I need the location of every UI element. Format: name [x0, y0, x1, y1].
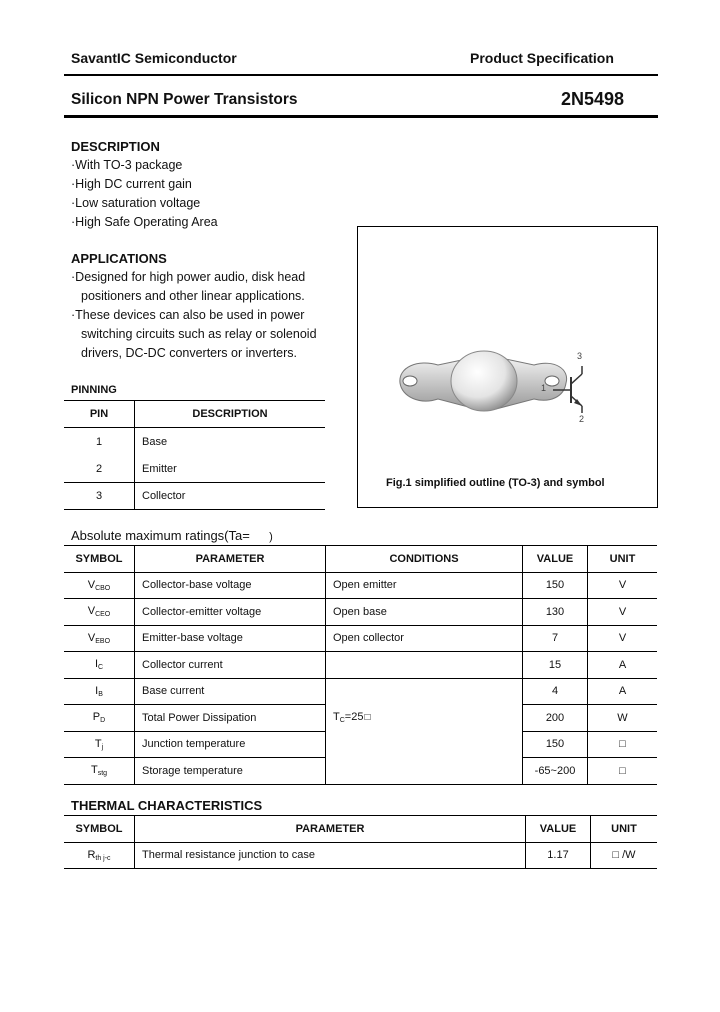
table-row — [64, 599, 657, 626]
ratings-header-unit: UNIT — [588, 546, 658, 573]
pinning-table — [64, 400, 325, 510]
symbol-cell — [64, 599, 135, 626]
table-row — [64, 652, 657, 679]
symbol-cell — [64, 731, 135, 758]
symbol-text: P — [92, 711, 101, 724]
table-row — [64, 705, 657, 732]
applications-line: positioners and other linear applications. — [81, 289, 305, 303]
part-number: 2N5498 — [561, 89, 625, 109]
conditions-cell — [326, 652, 523, 679]
symbol-subscript: th j-c — [95, 854, 111, 862]
thermal-header-value: VALUE — [526, 816, 591, 843]
value-cell: 7 — [523, 625, 588, 652]
npn-transistor-symbol — [358, 227, 657, 507]
value-cell: 15 — [523, 652, 588, 679]
unit-cell: V — [588, 625, 658, 652]
value-cell: 1.17 — [526, 842, 591, 869]
unit-cell: □ — [588, 731, 658, 758]
ratings-title — [71, 528, 273, 543]
condition-subscript: C — [339, 717, 345, 725]
description-item: ·High Safe Operating Area — [71, 215, 218, 229]
symbol-text: R — [87, 848, 96, 861]
parameter-cell: Junction temperature — [135, 731, 326, 758]
description-item: ·High DC current gain — [71, 177, 192, 191]
unit-cell: V — [588, 572, 658, 599]
symbol-subscript: C — [98, 664, 104, 672]
symbol-subscript: CBO — [95, 584, 111, 592]
symbol-subscript: j — [101, 743, 104, 751]
applications-line: drivers, DC-DC converters or inverters. — [81, 346, 298, 360]
applications-line: ·These devices can also be used in power — [71, 308, 305, 322]
conditions-cell — [326, 758, 523, 785]
symbol-text: V — [87, 605, 96, 618]
ratings-header-value: VALUE — [523, 546, 588, 573]
parameter-cell: Base current — [135, 678, 326, 705]
pin-label-3: 3 — [577, 351, 583, 361]
symbol-subscript: B — [98, 690, 103, 698]
table-row — [64, 842, 657, 869]
pin-number: 2 — [64, 455, 135, 483]
parameter-cell: Collector-emitter voltage — [135, 599, 326, 626]
conditions-cell — [326, 731, 523, 758]
parameter-cell: Collector-base voltage — [135, 572, 326, 599]
conditions-cell — [326, 678, 523, 705]
pin-label-1: 1 — [541, 383, 547, 393]
parameter-cell: Total Power Dissipation — [135, 705, 326, 732]
product-line: Silicon NPN Power Transistors — [71, 91, 298, 108]
parameter-cell: Collector current — [135, 652, 326, 679]
description-list — [71, 156, 218, 232]
symbol-text: T — [94, 737, 102, 750]
ratings-header-symbol: SYMBOL — [64, 546, 135, 573]
header-rule-top — [64, 74, 658, 76]
symbol-cell — [64, 678, 135, 705]
value-cell: 130 — [523, 599, 588, 626]
conditions-cell: Open collector — [326, 625, 523, 652]
condition-text: T — [333, 711, 340, 724]
symbol-cell — [64, 652, 135, 679]
ratings-table — [64, 545, 657, 785]
thermal-header-symbol: SYMBOL — [64, 816, 135, 843]
symbol-text: V — [87, 578, 96, 591]
degree-glyph-icon: □ — [364, 712, 371, 724]
parameter-cell: Storage temperature — [135, 758, 326, 785]
description-title: DESCRIPTION — [71, 139, 160, 154]
symbol-text: V — [87, 631, 96, 644]
applications-line: switching circuits such as relay or solenoid — [81, 327, 317, 341]
thermal-table — [64, 815, 657, 869]
thermal-title: THERMAL CHARACTERISTICS — [71, 798, 263, 813]
ratings-header-parameter: PARAMETER — [135, 546, 326, 573]
doc-type: Product Specification — [470, 50, 614, 66]
symbol-cell — [64, 572, 135, 599]
pin-number: 3 — [64, 483, 135, 510]
figure-box — [357, 226, 658, 508]
symbol-cell — [64, 842, 135, 869]
parameter-cell: Emitter-base voltage — [135, 625, 326, 652]
symbol-subscript: CEO — [95, 611, 111, 619]
unit-cell: □ — [588, 758, 658, 785]
symbol-cell — [64, 758, 135, 785]
table-row — [64, 678, 657, 705]
condition-text-end: =25 — [344, 711, 364, 724]
description-item: ·Low saturation voltage — [71, 196, 201, 210]
pinning-header-desc: DESCRIPTION — [192, 408, 268, 420]
symbol-subscript: stg — [97, 770, 108, 778]
table-row — [64, 731, 657, 758]
conditions-cell: Open base — [326, 599, 523, 626]
table-row — [64, 572, 657, 599]
company-name: SavantIC Semiconductor — [71, 50, 237, 66]
pinning-title: PINNING — [71, 384, 117, 396]
value-cell: -65~200 — [523, 758, 588, 785]
table-row — [64, 758, 657, 785]
applications-list — [71, 268, 317, 363]
value-cell: 200 — [523, 705, 588, 732]
parameter-cell: Thermal resistance junction to case — [135, 842, 526, 869]
symbol-subscript: EBO — [95, 637, 111, 645]
unit-cell: V — [588, 599, 658, 626]
symbol-subscript: D — [100, 717, 106, 725]
pin-description: Collector — [142, 490, 186, 502]
thermal-header-parameter: PARAMETER — [135, 816, 526, 843]
symbol-cell — [64, 625, 135, 652]
header-rule-bottom — [64, 115, 658, 118]
pin-description: Emitter — [142, 462, 177, 475]
table-row — [64, 625, 657, 652]
symbol-cell — [64, 705, 135, 732]
pin-label-2: 2 — [579, 414, 585, 424]
symbol-text: I — [94, 658, 98, 671]
figure-caption: Fig.1 simplified outline (TO-3) and symbol — [386, 477, 605, 489]
unit-cell: W — [588, 705, 658, 732]
unit-cell: A — [588, 678, 658, 705]
value-cell: 150 — [523, 572, 588, 599]
ratings-header-conditions: CONDITIONS — [326, 546, 523, 573]
value-cell: 150 — [523, 731, 588, 758]
applications-line: ·Designed for high power audio, disk head — [71, 270, 306, 284]
unit-cell: A — [588, 652, 658, 679]
pinning-header-pin: PIN — [64, 401, 135, 428]
symbol-text: I — [95, 684, 99, 697]
thermal-header-unit: UNIT — [591, 816, 658, 843]
applications-title: APPLICATIONS — [71, 251, 167, 266]
value-cell: 4 — [523, 678, 588, 705]
ratings-title-end: ) — [269, 531, 273, 543]
pin-description: Base — [142, 435, 168, 448]
symbol-text: T — [90, 764, 98, 777]
conditions-cell — [326, 705, 523, 732]
conditions-cell: Open emitter — [326, 572, 523, 599]
unit-cell: □ /W — [591, 842, 658, 869]
pin-number: 1 — [64, 428, 135, 456]
ratings-title-text: Absolute maximum ratings(Ta= — [71, 528, 250, 543]
description-item: ·With TO-3 package — [71, 158, 183, 172]
